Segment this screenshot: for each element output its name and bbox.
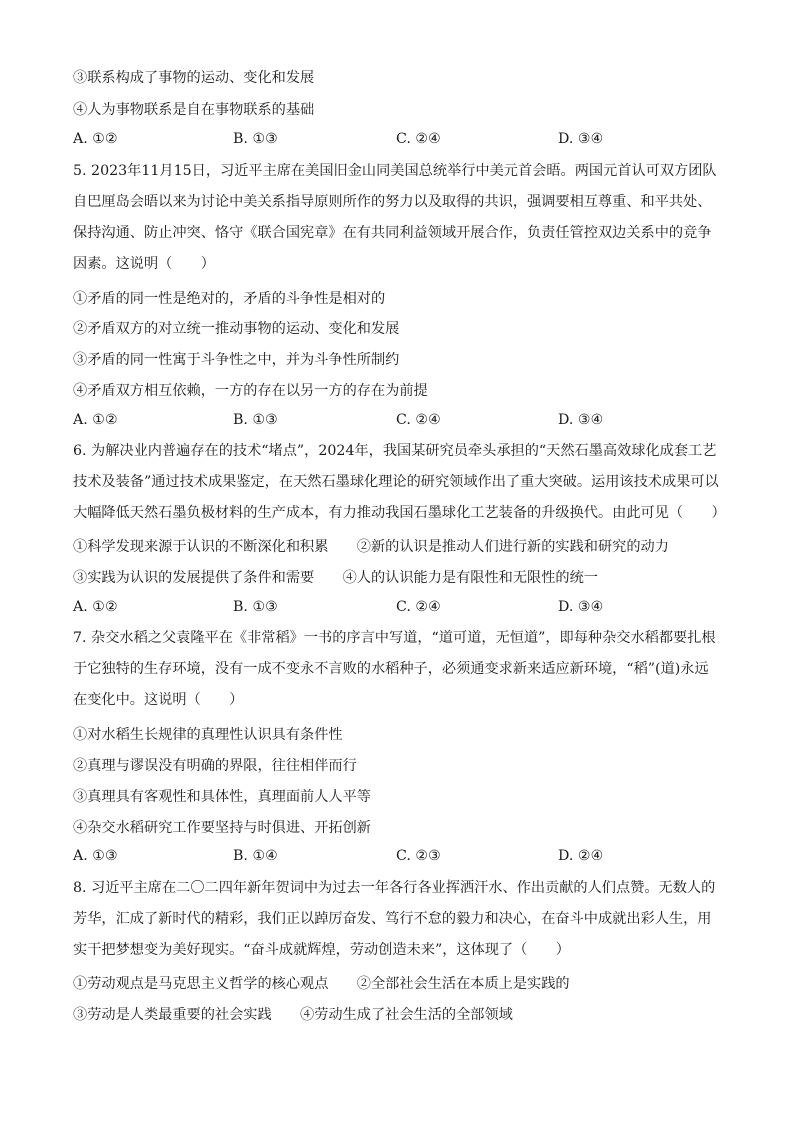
question-7-item-2: ②真理与谬误没有明确的界限，往往相伴而行 bbox=[73, 758, 357, 774]
question-5-stem: 5. 2023年11月15日，习近平主席在美国旧金山同美国总统举行中美元首会晤。两国元首认可双方团队自巴厘岛会晤以来为讨论中美关系指导原则所作的努力以及取得的共识，强调要相互尊重、和平共处、保持沟通、防止冲突、恪守《联合国宪章》在有共同利益领域开展合作，负责任管控双边关系中的竞争因素。这说明（ ） bbox=[73, 163, 717, 272]
question-5-item-4: ④矛盾双方相互依赖，一方的存在以另一方的存在为前提 bbox=[73, 383, 428, 399]
question-4-options bbox=[73, 131, 723, 151]
question-7-item-1: ①对水稻生长规律的真理性认识具有条件性 bbox=[73, 727, 343, 743]
question-6-option-c[interactable]: C. ②④ bbox=[396, 599, 441, 615]
question-6-options bbox=[73, 599, 723, 619]
question-7-item-3: ③真理具有客观性和具体性，真理面前人人平等 bbox=[73, 789, 371, 805]
question-6-items-row-2: ③实践为认识的发展提供了条件和需要 ④人的认识能力是有限性和无限性的统一 bbox=[73, 570, 598, 586]
question-5-option-b[interactable]: B. ①③ bbox=[233, 412, 278, 428]
question-6-option-b[interactable]: B. ①③ bbox=[233, 599, 278, 615]
question-7-options bbox=[73, 848, 723, 868]
question-7-item-4: ④杂交水稻研究工作要坚持与时俱进、开拓创新 bbox=[73, 820, 371, 836]
question-4-option-a[interactable]: A. ①② bbox=[73, 131, 118, 147]
question-5-item-3: ③矛盾的同一性寓于斗争性之中，并为斗争性所制约 bbox=[73, 352, 400, 368]
question-6-items-row-1: ①科学发现来源于认识的不断深化和积累 ②新的认识是推动人们进行新的实践和研究的动力 bbox=[73, 539, 669, 555]
question-4-option-b[interactable]: B. ①③ bbox=[233, 131, 278, 147]
question-4-item-4: ④人为事物联系是自在事物联系的基础 bbox=[73, 102, 315, 118]
question-5-option-c[interactable]: C. ②④ bbox=[396, 412, 441, 428]
question-4-item-3: ③联系构成了事物的运动、变化和发展 bbox=[73, 70, 315, 86]
question-5-item-1: ①矛盾的同一性是绝对的，矛盾的斗争性是相对的 bbox=[73, 291, 386, 307]
question-7-option-d[interactable]: D. ②④ bbox=[558, 848, 604, 864]
question-5-options bbox=[73, 412, 723, 432]
question-5-option-a[interactable]: A. ①② bbox=[73, 412, 118, 428]
question-8-items-row-1: ①劳动观点是马克思主义哲学的核心观点 ②全部社会生活在本质上是实践的 bbox=[73, 976, 570, 992]
question-7-option-c[interactable]: C. ②③ bbox=[396, 848, 441, 864]
question-5-item-2: ②矛盾双方的对立统一推动事物的运动、变化和发展 bbox=[73, 321, 400, 337]
question-6-option-d[interactable]: D. ③④ bbox=[558, 599, 604, 615]
question-6-stem: 6. 为解决业内普遍存在的技术“堵点”，2024年，我国某研究员牵头承担的“天然石墨高效球化成套工艺技术及装备”通过技术成果鉴定，在天然石墨球化理论的研究领域作出了重大突破。运用该技术成果可以大幅降低天然石墨负极材料的生产成本，有力推动我国石墨球化工艺装备的升级换代。由此可见（ ） bbox=[73, 443, 726, 521]
question-8-items-row-2: ③劳动是人类最重要的社会实践 ④劳动生成了社会生活的全部领域 bbox=[73, 1007, 513, 1023]
question-8-stem: 8. 习近平主席在二〇二四年新年贺词中为过去一年各行各业挥洒汗水、作出贡献的人们点赞。无数人的芳华，汇成了新时代的精彩，我们正以踔厉奋发、笃行不怠的毅力和决心，在奋斗中成就出彩人生，用实干把梦想变为美好现实。“奋斗成就辉煌，劳动创造未来”，这体现了（ ） bbox=[73, 880, 716, 958]
question-7-option-a[interactable]: A. ①③ bbox=[73, 848, 118, 864]
question-7-option-b[interactable]: B. ①④ bbox=[233, 848, 278, 864]
question-5-option-d[interactable]: D. ③④ bbox=[558, 412, 604, 428]
question-7-stem: 7. 杂交水稻之父袁隆平在《非常稻》一书的序言中写道，“道可道，无恒道”，即每种杂交水稻都要扎根于它独特的生存环境，没有一成不变永不言败的水稻种子，必须通变求新来适应新环境，“稻”(道)永远在变化中。这说明（ ） bbox=[73, 630, 716, 708]
question-4-option-d[interactable]: D. ③④ bbox=[558, 131, 604, 147]
question-4-option-c[interactable]: C. ②④ bbox=[396, 131, 441, 147]
question-6-option-a[interactable]: A. ①② bbox=[73, 599, 118, 615]
